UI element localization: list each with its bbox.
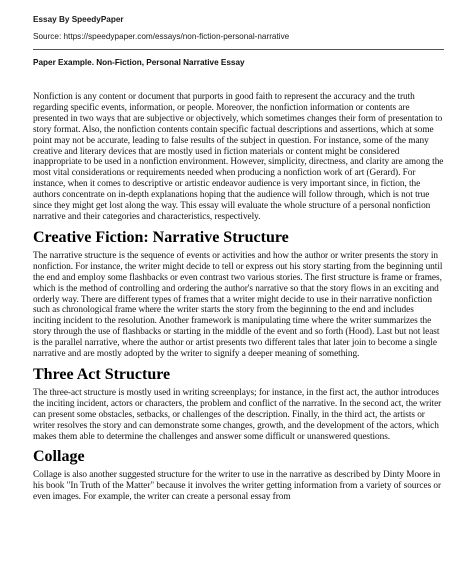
section-paragraph-collage: Collage is also another suggested structure for the writer to use in the narrative as described by Dinty Moore in his book "In Truth of the Matter" because it involves the writer getting information from a variety of sources or even images. For example, the writer can create a personal essay from: [33, 470, 442, 503]
section-heading-collage: Collage: [33, 448, 85, 466]
header-divider: [33, 49, 444, 50]
intro-paragraph: Nonfiction is any content or document that purports in good faith to represent the accuracy and the truth regarding specific events, information, or people. Moreover, the nonfiction information or contents are presented in two ways that are subjective or objectively, which sometimes changes their form of presentation to story format. Also, the nonfiction contents contain specific factual descriptions and assertions, which at some point may not be accurate, leading to false results of the subject in question. For instance, some of the many creative and literary devices that are mostly used in fiction materials or content might be considered inappropriate to be used in a nonfiction environment. However, simplicity, directness, and clarity are among the most vital considerations or requirements needed when producing a nonfiction work of art (Gerard). For instance, when it comes to descriptive or artistic endeavor audience is very important since, in fiction, the authors concentrate on in-depth explanations hoping that the audience will follow through, which is not true since they might get lost along the way. This essay will evaluate the whole structure of a personal nonfiction narrative and their categories and characteristics, respectively.: [33, 92, 444, 222]
section-paragraph-narrative-structure: The narrative structure is the sequence of events or activities and how the author or writer presents the story in nonfiction. For instance, the writer might decide to tell or express out his story starting from the beginning until the end and employ some flashbacks or even contrast two various stories. The first structure is frame or frames, which is the method of controlling and ordering the author's narrative so that the story flows in an exciting and orderly way. There are different types of frames that a writer might decide to use in their narrative nonfiction such as chronological frame where the writer starts the story from the beginning to the end and includes inciting incident to the resolution. Another framework is manipulating time where the writer summarizes the story through the use of flashbacks or starting in the middle of the event and so forth (Hood). Last but not least is the parallel narrative, where the author or artist presents two different tales that later join to become a single narrative and are mostly adopted by the writer to signify a deeper meaning of something.: [33, 250, 443, 360]
section-paragraph-three-act-structure: The three-act structure is mostly used in writing screenplays; for instance, in the first act, the author introduces the inciting incident, actors or characters, the problem and conflict of the narrative. In the second act, the writer can present some obstacles, setbacks, or challenges of the description. Finally, in the third act, the artists or writer resolves the story and can demonstrate some changes, growth, and the development of the actors, which makes them able to determine the challenges and answer some difficult or unanswered questions.: [33, 387, 442, 442]
section-heading-narrative-structure: Creative Fiction: Narrative Structure: [33, 228, 289, 246]
section-heading-three-act-structure: Three Act Structure: [33, 365, 171, 383]
paper-title: Paper Example. Non-Fiction, Personal Narrative Essay: [33, 58, 245, 67]
document-source-line: Source: https://speedypaper.com/essays/non-fiction-personal-narrative: [33, 32, 290, 41]
document-header-title: Essay By SpeedyPaper: [33, 15, 124, 24]
